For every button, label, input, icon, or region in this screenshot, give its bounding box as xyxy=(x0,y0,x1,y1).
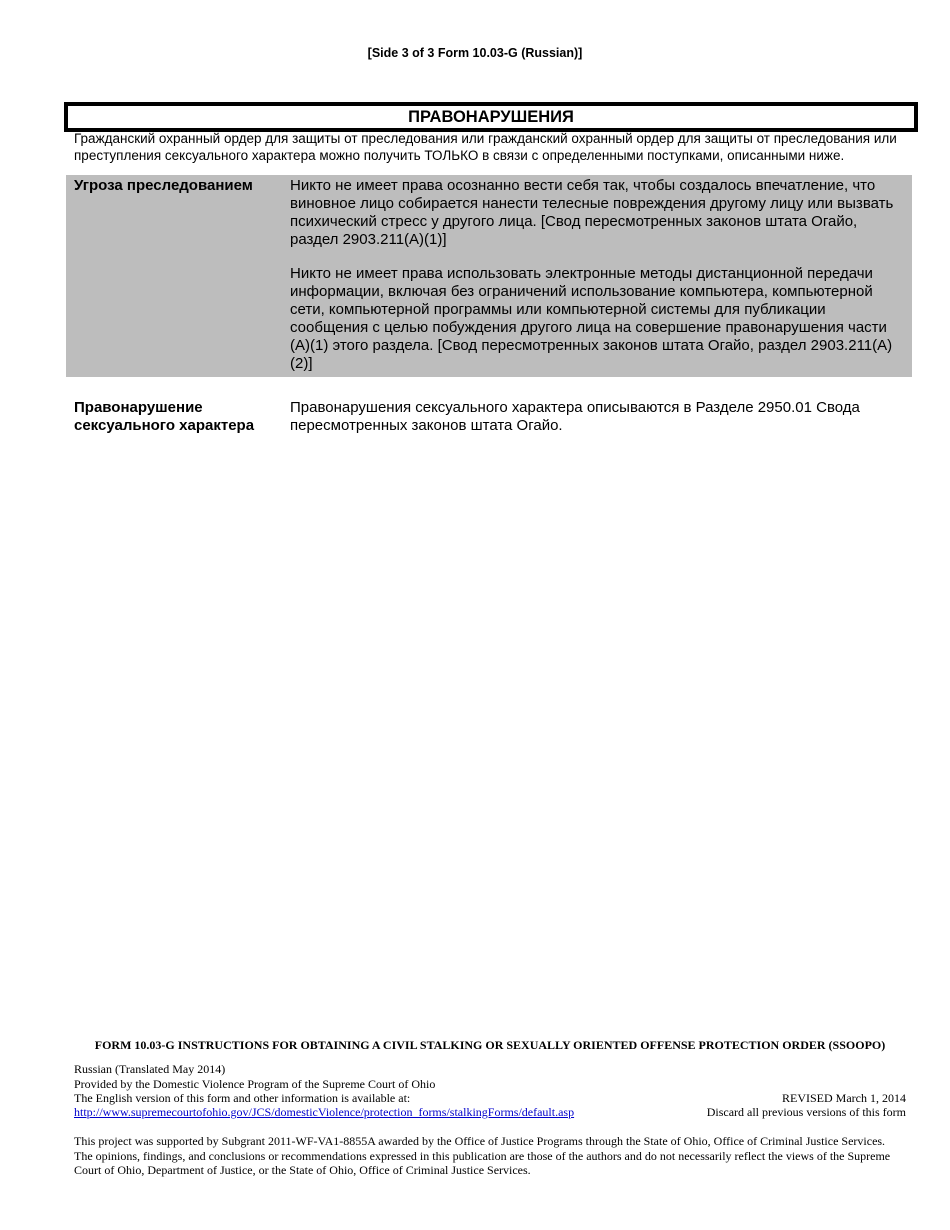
offense-term-stalking: Угроза преследованием xyxy=(74,177,253,194)
english-version-link[interactable]: http://www.supremecourtofohio.gov/JCS/domesticViolence/protection_forms/stalkingForms/default.asp xyxy=(74,1105,575,1119)
revised-date: REVISED March 1, 2014 xyxy=(782,1091,906,1105)
footer-provider: Provided by the Domestic Violence Program of the Supreme Court of Ohio xyxy=(74,1077,436,1091)
funding-disclaimer: This project was supported by Subgrant 2011-WF-VA1-8855A awarded by the Office of Justice Programs through the State of Ohio, Office of Criminal Justice Services. The opinions, findings, and conclusions or recommendations expressed in this publication are those of the authors and do not necessarily reflect the views of the Supreme Court of Ohio, Department of Justice, or the State of Ohio, Office of Criminal Justice Services. xyxy=(74,1134,891,1177)
offense-term-sexual: Правонарушение сексуального характера xyxy=(74,399,255,434)
section-intro: Гражданский охранный ордер для защиты от преследования или гражданский охранный ордер для защиты от преследования или преступления сексуального характера можно получить ТОЛЬКО в связи с определенными поступками, описанными ниже. xyxy=(74,131,897,163)
section-title: ПРАВОНАРУШЕНИЯ xyxy=(64,102,918,132)
offense-definition-stalking-2: Никто не имеет права использовать электронные методы дистанционной передачи информации, включая без ограничений использование компьютера, компьютерной сети, компьютерной программы или компьютерной системы для публикации сообщения с целью побуждения другого лица на совершение правонарушения части (A)(1) этого раздела. [Свод пересмотренных законов штата Огайо, раздел 2903.211(A)(2)] xyxy=(290,265,893,372)
footer-form-title: FORM 10.03-G INSTRUCTIONS FOR OBTAINING A CIVIL STALKING OR SEXUALLY ORIENTED OFFENSE PROTECTION ORDER (SSOOPO) xyxy=(94,1038,886,1052)
form-side-label: [Side 3 of 3 Form 10.03-G (Russian)] xyxy=(367,46,583,60)
footer-translation-note: Russian (Translated May 2014) xyxy=(74,1062,226,1076)
footer-availability: The English version of this form and other information is available at: xyxy=(74,1091,411,1105)
offense-definition-stalking-1: Никто не имеет права осознанно вести себя так, чтобы создалось впечатление, что виновное лицо собирается нанести телесные повреждения другому лицу или вызвать психический стресс у другого лица. [Свод пересмотренных законов штата Огайо, раздел 2903.211(A)(1)] xyxy=(290,177,894,248)
discard-notice: Discard all previous versions of this form xyxy=(706,1105,906,1119)
offense-definition-sexual: Правонарушения сексуального характера описываются в Разделе 2950.01 Свода пересмотренных законов штата Огайо. xyxy=(290,399,860,434)
